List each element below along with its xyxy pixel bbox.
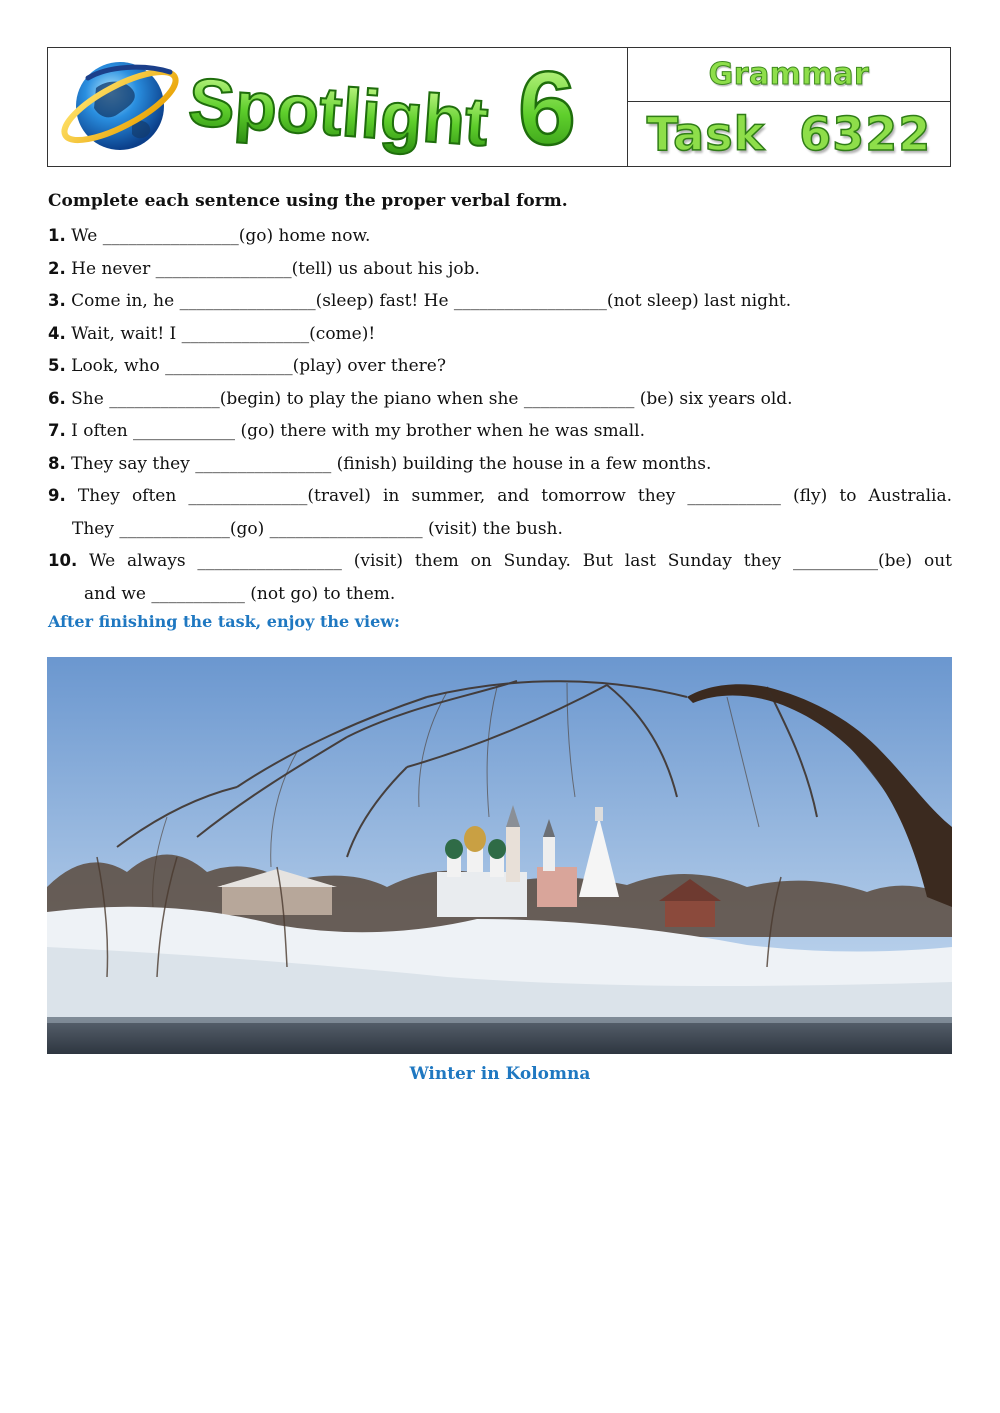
exercise-continuation	[48, 513, 952, 546]
exercise-section	[48, 188, 952, 610]
exercise-number: 4.	[48, 323, 66, 343]
exercise-number: 2.	[48, 258, 66, 278]
photo-caption: Winter in Kolomna	[409, 1064, 591, 1084]
spotlight-wordmark: Spotlight	[186, 63, 486, 161]
exercise-number: 5.	[48, 356, 66, 375]
exercise-item	[48, 253, 952, 286]
exercise-number: 1.	[48, 226, 66, 245]
header-right-column	[628, 48, 950, 166]
exercise-text: We always _________________ (visit) them on Sunday. But last Sunday they __________(be) out	[89, 551, 952, 571]
exercise-item	[48, 318, 952, 351]
exercise-text: We ________________(go) home now.	[71, 226, 371, 246]
exercise-item	[48, 480, 952, 513]
exercise-number: 8.	[48, 453, 66, 473]
exercise-number: 6.	[48, 388, 66, 408]
exercise-item	[48, 350, 952, 383]
exercise-number: 7.	[48, 421, 66, 440]
exercise-item	[48, 220, 952, 253]
instruction-text: Complete each sentence using the proper verbal form.	[48, 191, 568, 211]
exercise-text: They say they ________________ (finish) building the house in a few months.	[71, 453, 712, 474]
exercise-item	[48, 448, 952, 481]
exercise-text: They often ______________(travel) in summer, and tomorrow they ___________ (fly) to Australia.	[77, 486, 952, 506]
winter-landscape-image	[47, 657, 952, 1054]
spotlight-logo-graphic	[48, 48, 627, 166]
globe-icon	[56, 59, 184, 153]
exercise-item	[48, 383, 952, 416]
exercise-number: 9.	[48, 486, 66, 505]
category-cell	[628, 48, 950, 102]
exercise-number: 10.	[48, 551, 78, 570]
task-cell	[628, 102, 950, 166]
exercise-continuation-text: They _____________(go) __________________ (visit) the bush.	[72, 518, 563, 539]
exercise-text: Wait, wait! I _______________(come)!	[71, 323, 376, 344]
worksheet-header	[47, 47, 951, 167]
exercise-text: She _____________(begin) to play the piano when she _____________ (be) six years old.	[71, 388, 793, 409]
exercise-text: Come in, he ________________(sleep) fast! He __________________(not sleep) last night.	[71, 291, 792, 311]
exercise-number: 3.	[48, 291, 66, 310]
exercise-text: I often ____________ (go) there with my brother when he was small.	[71, 421, 645, 441]
exercise-continuation	[48, 578, 952, 611]
exercise-text: He never ________________(tell) us about his job.	[71, 258, 480, 279]
spotlight-logo	[48, 48, 628, 166]
winter-photo	[47, 657, 952, 1054]
grade-number: 6	[518, 51, 576, 167]
task-label: Task 6322	[646, 107, 932, 161]
exercise-item	[48, 545, 952, 578]
exercise-item	[48, 415, 952, 448]
category-label: Grammar	[708, 57, 870, 92]
exercise-text: Look, who _______________(play) over there?	[71, 356, 446, 376]
after-task-note: After finishing the task, enjoy the view:	[48, 612, 400, 631]
exercise-continuation-text: and we ___________ (not go) to them.	[84, 583, 396, 604]
exercise-item	[48, 285, 952, 318]
